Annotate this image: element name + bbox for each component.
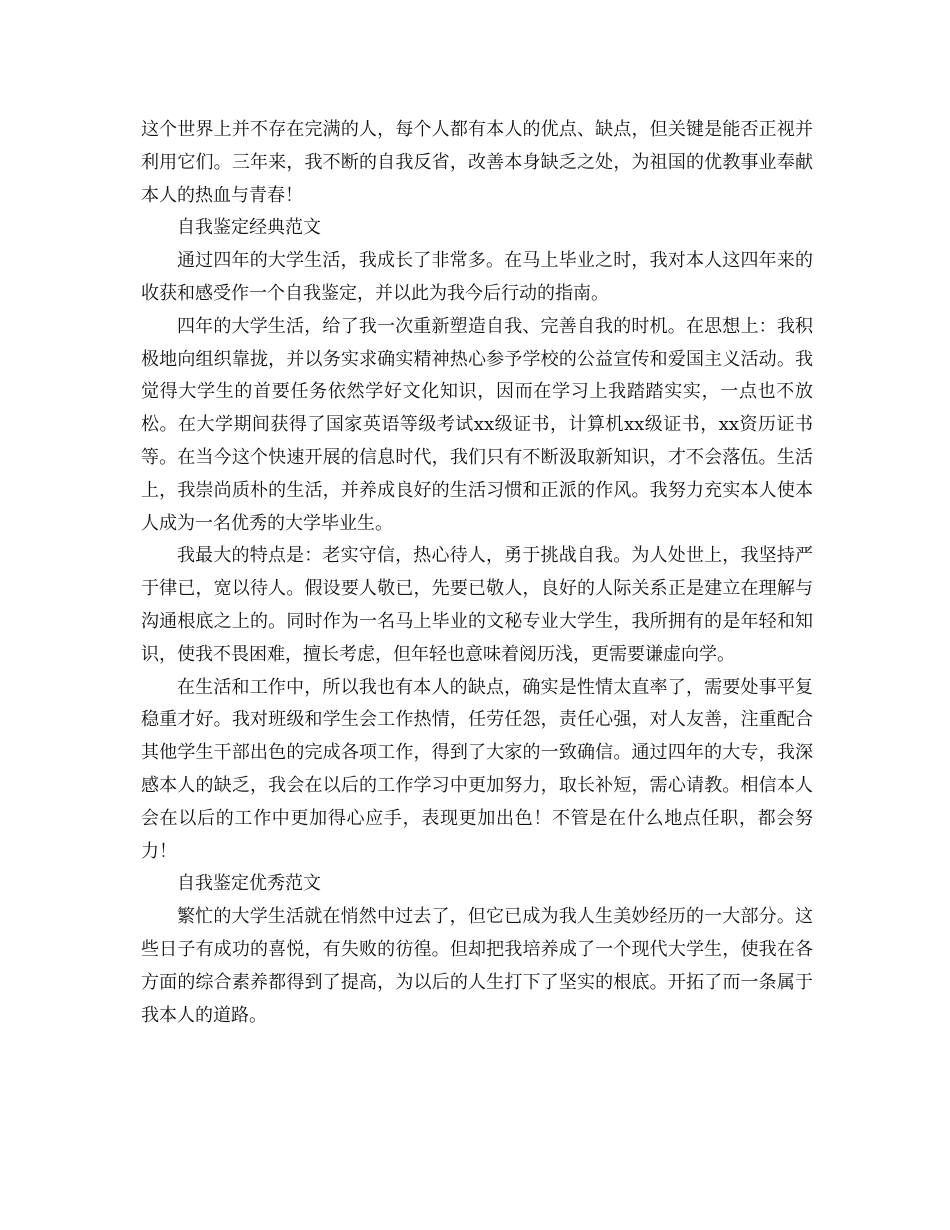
paragraph-intro: 这个世界上并不存在完满的人，每个人都有本人的优点、缺点，但关键是能否正视并利用它们。三年来，我不断的自我反省，改善本身缺乏之处，为祖国的优教事业奉献本人的热血与青春！ <box>141 119 813 206</box>
paragraph: 四年的大学生活，给了我一次重新塑造自我、完善自我的时机。在思想上：我积极地向组织靠拢，并以务实求确实精神热心参予学校的公益宣传和爱国主义活动。我觉得大学生的首要任务依然学好文化知识，因而在学习上我踏踏实实，一点也不放松。在大学期间获得了国家英语等级考试xx级证书，计算机xx级证书，xx资历证书等。在当今这个快速开展的信息时代，我们只有不断汲取新知识，才不会落伍。生活上，我崇尚质朴的生活，并养成良好的生活习惯和正派的作风。我努力充实本人使本人成为一名优秀的大学毕业生。 <box>141 315 813 534</box>
paragraph: 我最大的特点是：老实守信，热心待人，勇于挑战自我。为人处世上，我坚持严于律已，宽以待人。假设要人敬已，先要已敬人，良好的人际关系正是建立在理解与沟通根底之上的。同时作为一名马上毕业的文秘专业大学生，我所拥有的是年轻和知识，使我不畏困难，擅长考虑，但年轻也意味着阅历浅，更需要谦虚向学。 <box>141 545 813 665</box>
section-heading-excellent: 自我鉴定优秀范文 <box>177 873 321 895</box>
paragraph: 繁忙的大学生活就在悄然中过去了，但它已成为我人生美妙经历的一大部分。这些日子有成功的喜悦，有失败的彷徨。但却把我培养成了一个现代大学生，使我在各方面的综合素养都得到了提高，为以后的人生打下了坚实的根底。开拓了而一条属于我本人的道路。 <box>141 906 813 1026</box>
document-body <box>141 114 813 1032</box>
section-heading-classic: 自我鉴定经典范文 <box>177 217 321 239</box>
paragraph: 通过四年的大学生活，我成长了非常多。在马上毕业之时，我对本人这四年来的收获和感受作一个自我鉴定，并以此为我今后行动的指南。 <box>141 250 813 304</box>
paragraph: 在生活和工作中，所以我也有本人的缺点，确实是性情太直率了，需要处事平复稳重才好。我对班级和学生会工作热情，任劳任怨，责任心强，对人友善，注重配合其他学生干部出色的完成各项工作，得到了大家的一致确信。通过四年的大专，我深感本人的缺乏，我会在以后的工作学习中更加努力，取长补短，需心请教。相信本人会在以后的工作中更加得心应手，表现更加出色！不管是在什么地点任职，都会努力！ <box>141 676 813 862</box>
